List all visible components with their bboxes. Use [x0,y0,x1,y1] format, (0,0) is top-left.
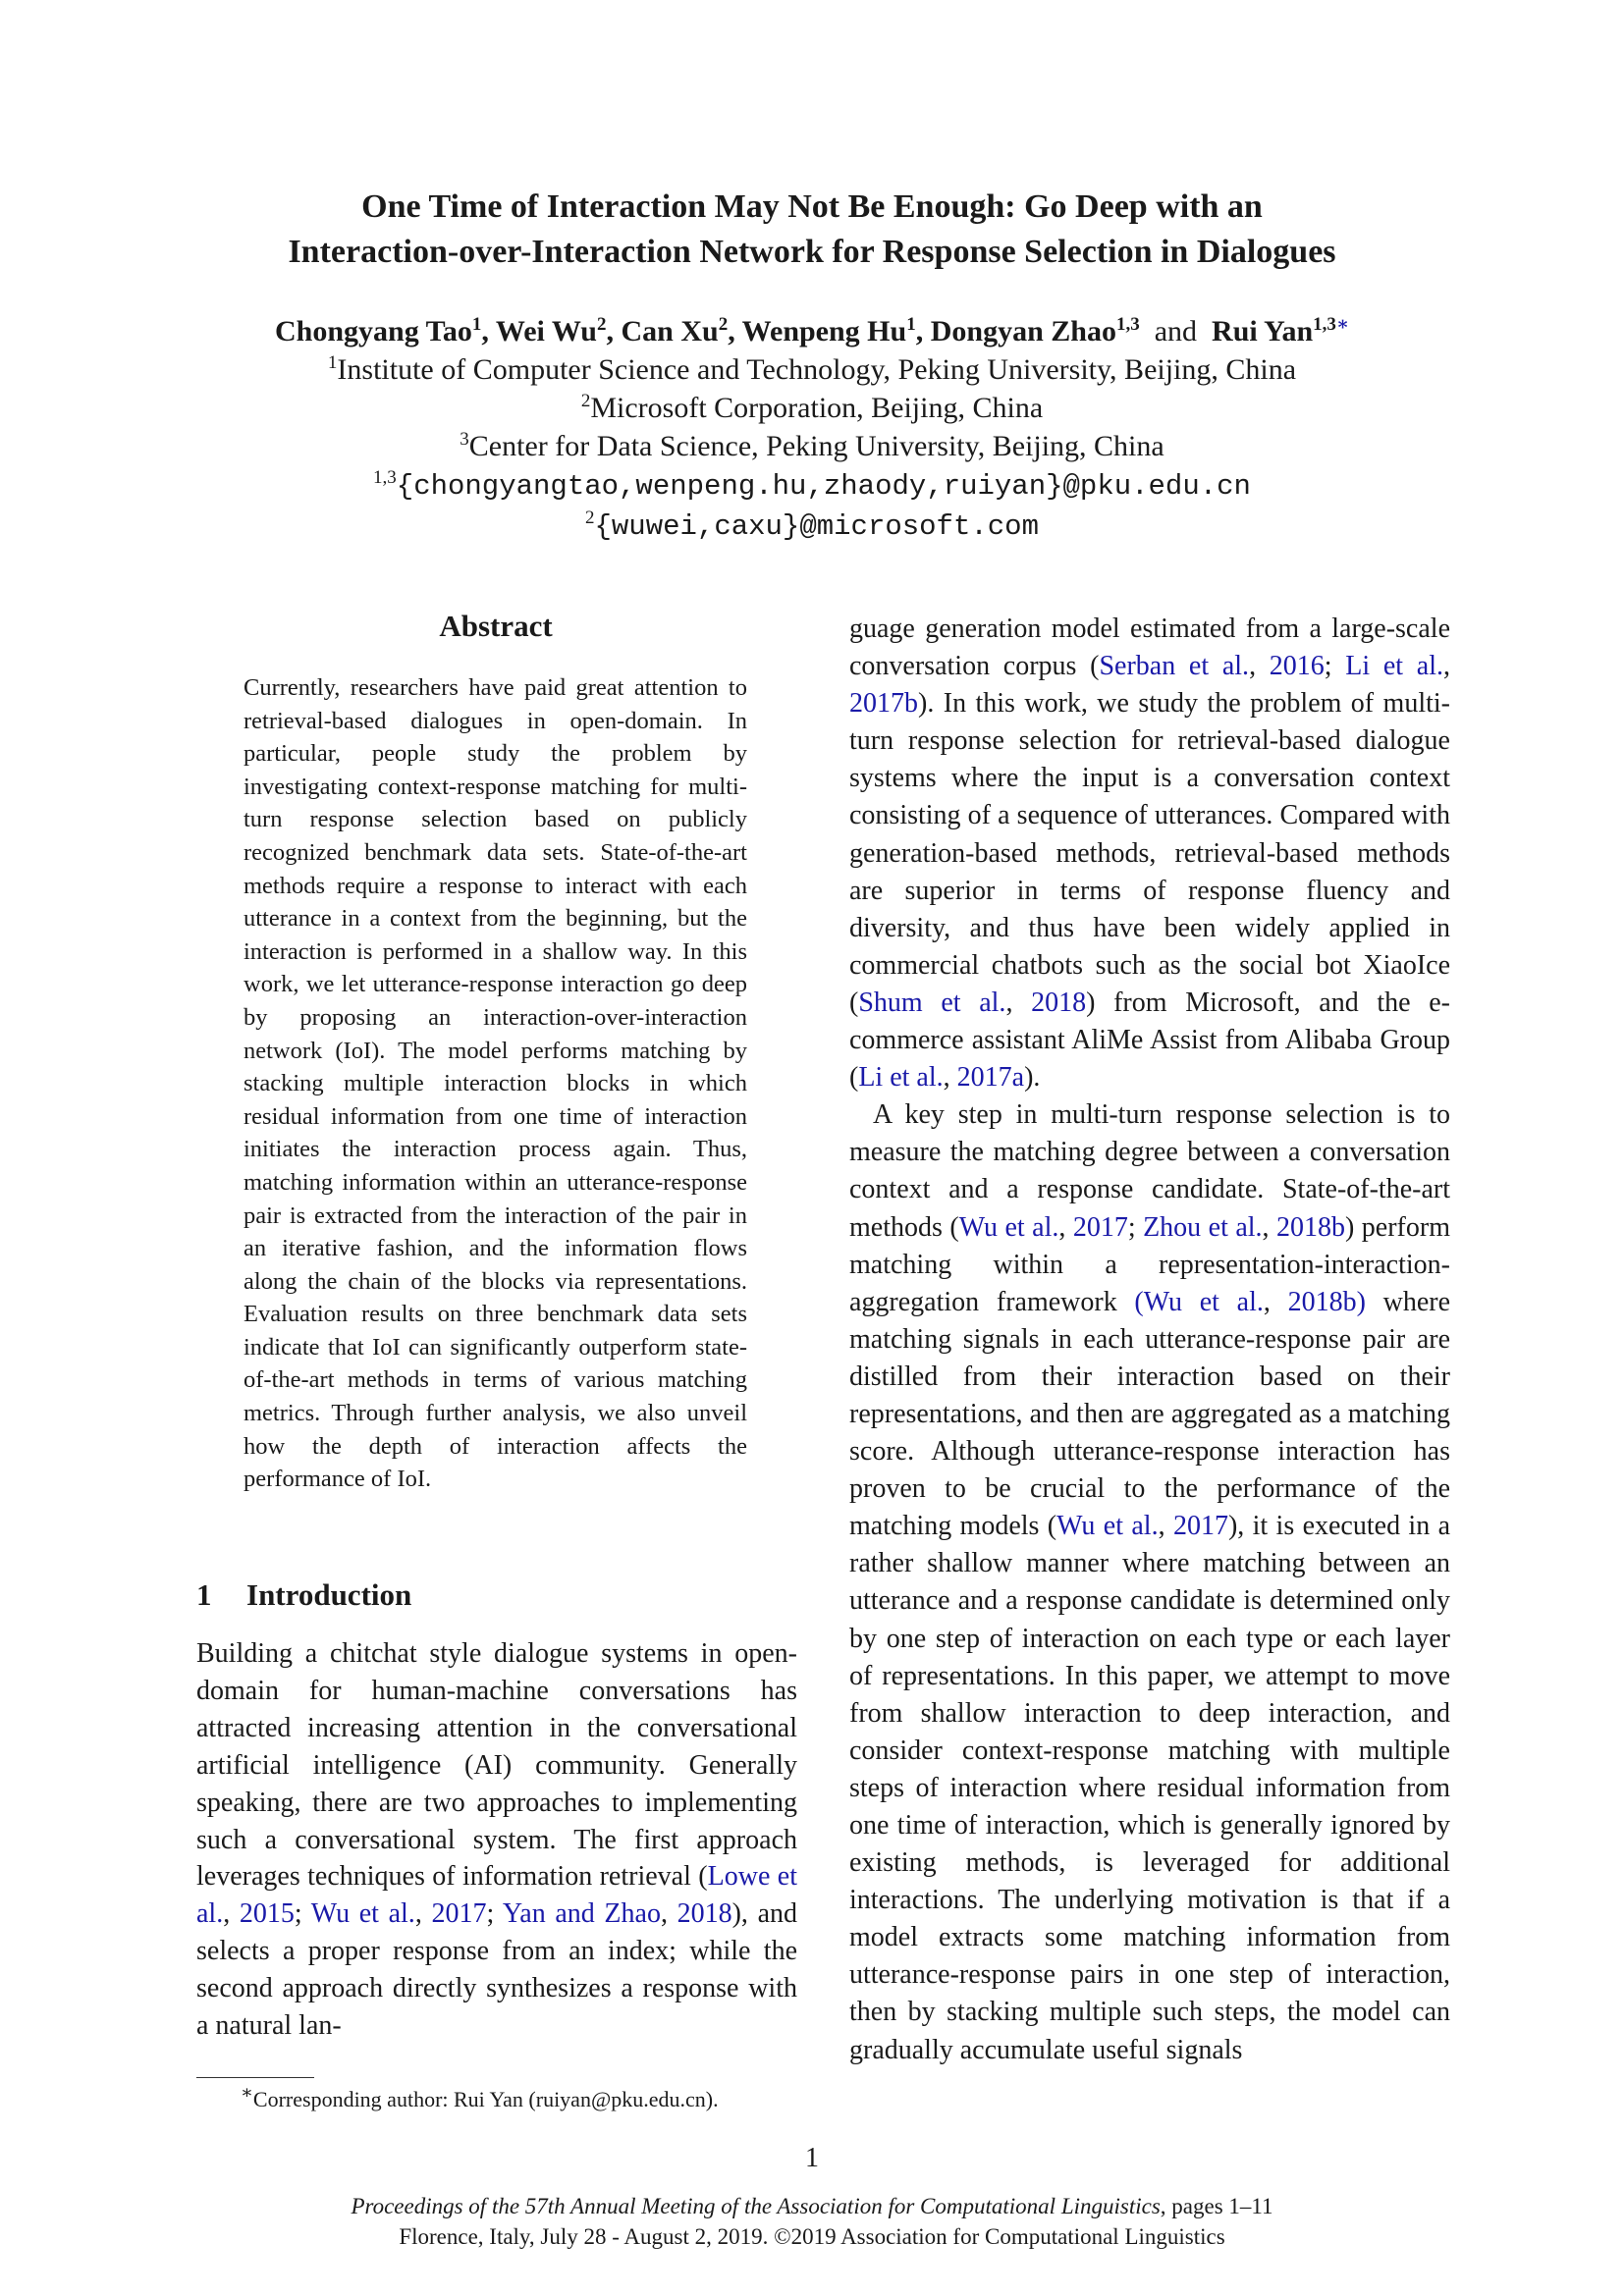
author-name: Dongyan Zhao [930,315,1116,347]
email-text: {chongyangtao,wenpeng.hu,zhaody,ruiyan}@pku.edu.cn [396,470,1251,503]
page-number: 1 [805,2143,819,2173]
citation-link[interactable]: Yan and Zhao [502,1898,661,1930]
title-line-2: Interaction-over-Interaction Network for Response Selection in Dialogues [288,234,1336,270]
email-sup: 1,3 [373,467,397,488]
citation-link[interactable]: 2018b [1276,1211,1346,1243]
affiliation-line [0,427,1624,465]
author-and: and [1154,315,1198,347]
abstract-text: Currently, researchers have paid great attention to retrieval-based dialogues in open-domain. In particular, people study the problem by investigating context-response matching for multi-turn response selection based on publicly recognized benchmark data sets. State-of-the-art methods require a response to interact with each utterance in a context from the beginning, but the interaction is performed in a shallow way. In this work, we let utterance-response interaction go deep by proposing an interaction-over-interaction network (IoI). The model performs matching by stacking multiple interaction blocks in which residual information from one time of interaction initiates the interaction process again. Thus, matching information within an utterance-response pair is extracted from the interaction of the pair in an iterative fashion, and the information flows along the chain of the blocks via representations. Evaluation results on three benchmark data sets indicate that IoI can significantly outperform state-of-the-art methods in terms of various matching metrics. Through further analysis, we also unveil how the depth of interaction affects the performance of IoI. [244,674,747,1493]
abstract-body [244,671,747,1496]
citation-link[interactable]: Li et al. [1345,651,1444,682]
author-name: Can Xu [621,315,719,347]
footnote-text: Corresponding author: Rui Yan (ruiyan@pku.edu.cn). [252,2087,719,2111]
citation-link[interactable]: Zhou et al. [1143,1211,1263,1243]
paragraph: guage generation model estimated from a large-scale conversation corpus (Serban et al., 2016; Li et al., 2017b). In this work, we study the problem of multi-turn response selection for retrieval-based dialogue systems where the input is a conversation context consisting of a sequence of utterances. Compared with generation-based methods, retrieval-based methods are superior in terms of response fluency and diversity, and thus have been widely applied in commercial chatbots such as the social bot XiaoIce (Shum et al., 2018) from Microsoft, and the e-commerce assistant AliMe Assist from Alibaba Group (Li et al., 2017a). [849,614,1451,1094]
affiliation-line [0,350,1624,389]
citation-link[interactable]: Li et al. [858,1062,944,1094]
paragraph: A key step in multi-turn response selection is to measure the matching degree between a conversation context and a response candidate. State-of-the-art methods (Wu et al., 2017; Zhou et al., 2018b) perform matching within a representation-interaction-aggregation framework (Wu et al., 2018b) where matching signals in each utterance-response pair are distilled from their interaction based on their representations, and then are aggregated as a matching score. Although utterance-response interaction has proven to be crucial to the performance of the matching models (Wu et al., 2017), it is executed in a rather shallow manner where matching between an utterance and a response candidate is determined only by one step of interaction on each type or each layer of representations. In this paper, we attempt to move from shallow interaction to deep interaction, and consider context-response matching with multiple steps of interaction where residual information from one time of interaction, which is generally ignored by existing methods, is leveraged for additional interactions. The underlying motivation is that if a model extracts some matching information from utterance-response pairs in one step of interaction, then by stacking multiple such steps, the model can gradually accumulate useful signals [849,1099,1450,2065]
author-name: Chongyang Tao [274,315,472,347]
citation-link[interactable]: Lowe et al. [196,1861,797,1930]
affil-mark: 2 [718,314,729,335]
affil-sup: 1 [327,352,338,373]
affil-mark: 1 [471,314,482,335]
paragraph: Building a chitchat style dialogue systems in open-domain for human-machine conversations has attracted increasing attention in the conversational artificial intelligence (AI) community. Generally speaking, there are two approaches to implementing such a conversational system. The first approach leverages techniques of information retrieval (Lowe et al., 2015; Wu et al., 2017; Yan and Zhao, 2018), and selects a proper response from an index; while the second approach directly synthesizes a response with a natural lan- [196,1638,798,2042]
citation-link[interactable]: 2016 [1269,651,1325,682]
affil-mark: 1 [906,314,916,335]
citation-link[interactable]: Shum et al. [858,987,1006,1018]
affil-sup: 3 [460,429,469,450]
footnote-mark: ∗ [241,2082,253,2104]
email-sup: 2 [585,507,595,528]
section-title: Introduction [246,1577,412,1612]
author-names: Chongyang Tao$^1$, Wei Wu$^2$, Can Xu$^2$, Wenpeng Hu$^1$, Dongyan Zhao$^{1,3}$ and Rui Yan$^{1,3∗}$ [274,314,1350,347]
affil-mark: 2 [596,314,607,335]
proceedings-pages: , pages 1–11 [1160,2194,1273,2218]
citation-link[interactable]: 2017 [431,1898,487,1930]
email-text: {wuwei,caxu}@microsoft.com [594,510,1039,543]
citation-link[interactable]: 2018 [677,1898,732,1930]
affil-sup: 2 [580,391,591,411]
affil-text: Center for Data Science, Peking University, Beijing, China [468,430,1164,462]
section-number: 1 [196,1577,212,1612]
citation-link[interactable]: (Wu et al. [1134,1286,1264,1317]
introduction-left-column [196,1635,797,2045]
citation-link[interactable]: Wu et al. [958,1211,1059,1243]
author-block [0,312,1624,546]
affil-text: Microsoft Corporation, Beijing, China [590,392,1044,424]
author-name: Wei Wu [495,315,597,347]
section-heading-introduction [196,1577,411,1613]
proceedings-footer [0,2191,1624,2252]
email-line [0,465,1624,506]
citation-link[interactable]: 2017 [1072,1211,1128,1243]
author-name: Wenpeng Hu [741,315,907,347]
right-column [849,611,1450,2069]
footnote [241,2082,719,2113]
affil-text: Institute of Computer Science and Technology, Peking University, Beijing, China [337,353,1297,386]
citation-link[interactable]: Wu et al. [1056,1511,1159,1542]
footnote-rule [196,2077,314,2078]
proceedings-line-2: Florence, Italy, July 28 - August 2, 2019. ©2019 Association for Computational Linguistics [399,2224,1225,2249]
citation-link[interactable]: 2018b) [1287,1286,1366,1317]
author-name: Rui Yan [1212,315,1314,347]
citation-link[interactable]: 2017 [1172,1511,1228,1542]
citation-link[interactable]: 2015 [239,1898,295,1930]
proceedings-line-1 [0,2191,1624,2221]
paper-title [0,185,1624,275]
title-line-1: One Time of Interaction May Not Be Enough: Go Deep with an [361,188,1263,225]
citation-link[interactable]: Serban et al. [1099,651,1250,682]
citation-link[interactable]: 2017a [956,1062,1025,1094]
abstract-heading: Abstract [439,609,553,643]
corresponding-mark[interactable]: ∗ [1335,314,1350,335]
affiliation-line [0,389,1624,427]
email-line [0,506,1624,546]
citation-link[interactable]: 2018 [1031,987,1087,1018]
affil-mark: 1,3 [1115,314,1140,335]
citation-link[interactable]: Wu et al. [310,1898,415,1930]
affil-mark: 1,3 [1313,314,1336,335]
citation-link[interactable]: 2017b [849,688,918,720]
proceedings-venue: Proceedings of the 57th Annual Meeting of the Association for Computational Linguistics [351,2194,1161,2218]
